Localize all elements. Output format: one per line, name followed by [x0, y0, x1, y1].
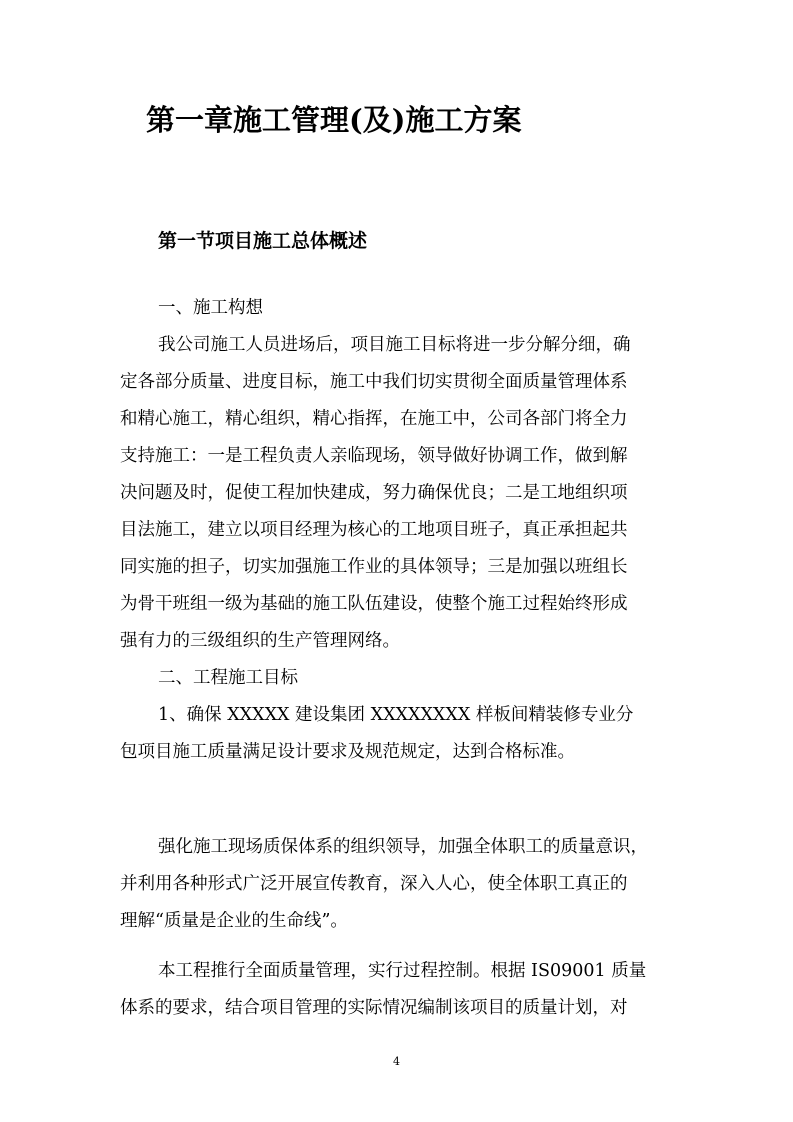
paragraph-line: 同实施的担子，切实加强施工作业的具体领导；三是加强以班组长	[120, 557, 628, 577]
subheading-construction-goals: 二、工程施工目标	[158, 668, 298, 688]
paragraph-line: 理解“质量是企业的生命线”。	[120, 911, 348, 931]
section-title: 第一节项目施工总体概述	[158, 230, 368, 252]
paragraph-line: 强有力的三级组织的生产管理网络。	[120, 631, 400, 651]
page-number: 4	[393, 1055, 400, 1068]
section-2-block	[120, 829, 680, 940]
chapter-title: 第一章施工管理(及)施工方案	[146, 103, 522, 137]
paragraph-line: 1、确保 XXXXX 建设集团 XXXXXXXX 样板间精装修专业分	[158, 705, 634, 725]
section-3-block	[120, 953, 680, 1027]
paragraph-line: 强化施工现场质保体系的组织领导，加强全体职工的质量意识，	[158, 837, 648, 857]
paragraph-line: 体系的要求，结合项目管理的实际情况编制该项目的质量计划，对	[120, 998, 628, 1018]
section-1-block	[120, 290, 680, 771]
paragraph-line: 为骨干班组一级为基础的施工队伍建设，使整个施工过程始终形成	[120, 594, 628, 614]
paragraph-line: 支持施工：一是工程负责人亲临现场，领导做好协调工作，做到解	[120, 446, 628, 466]
paragraph-line: 定各部分质量、进度目标，施工中我们切实贯彻全面质量管理体系	[120, 372, 628, 392]
paragraph-line: 决问题及时，促使工程加快建成，努力确保优良；二是工地组织项	[120, 483, 628, 503]
paragraph-line: 和精心施工，精心组织，精心指挥，在施工中，公司各部门将全力	[120, 409, 628, 429]
paragraph-line: 目法施工，建立以项目经理为核心的工地项目班子，真正承担起共	[120, 520, 628, 540]
paragraph-line: 包项目施工质量满足设计要求及规范规定，达到合格标准。	[120, 742, 575, 762]
paragraph-line: 本工程推行全面质量管理，实行过程控制。根据 IS09001 质量	[158, 961, 647, 981]
subheading-construction-concept: 一、施工构想	[158, 298, 263, 318]
paragraph-line: 并利用各种形式广泛开展宣传教育，深入人心，使全体职工真正的	[120, 874, 628, 894]
paragraph-line: 我公司施工人员进场后，项目施工目标将进一步分解分细，确	[158, 335, 631, 355]
